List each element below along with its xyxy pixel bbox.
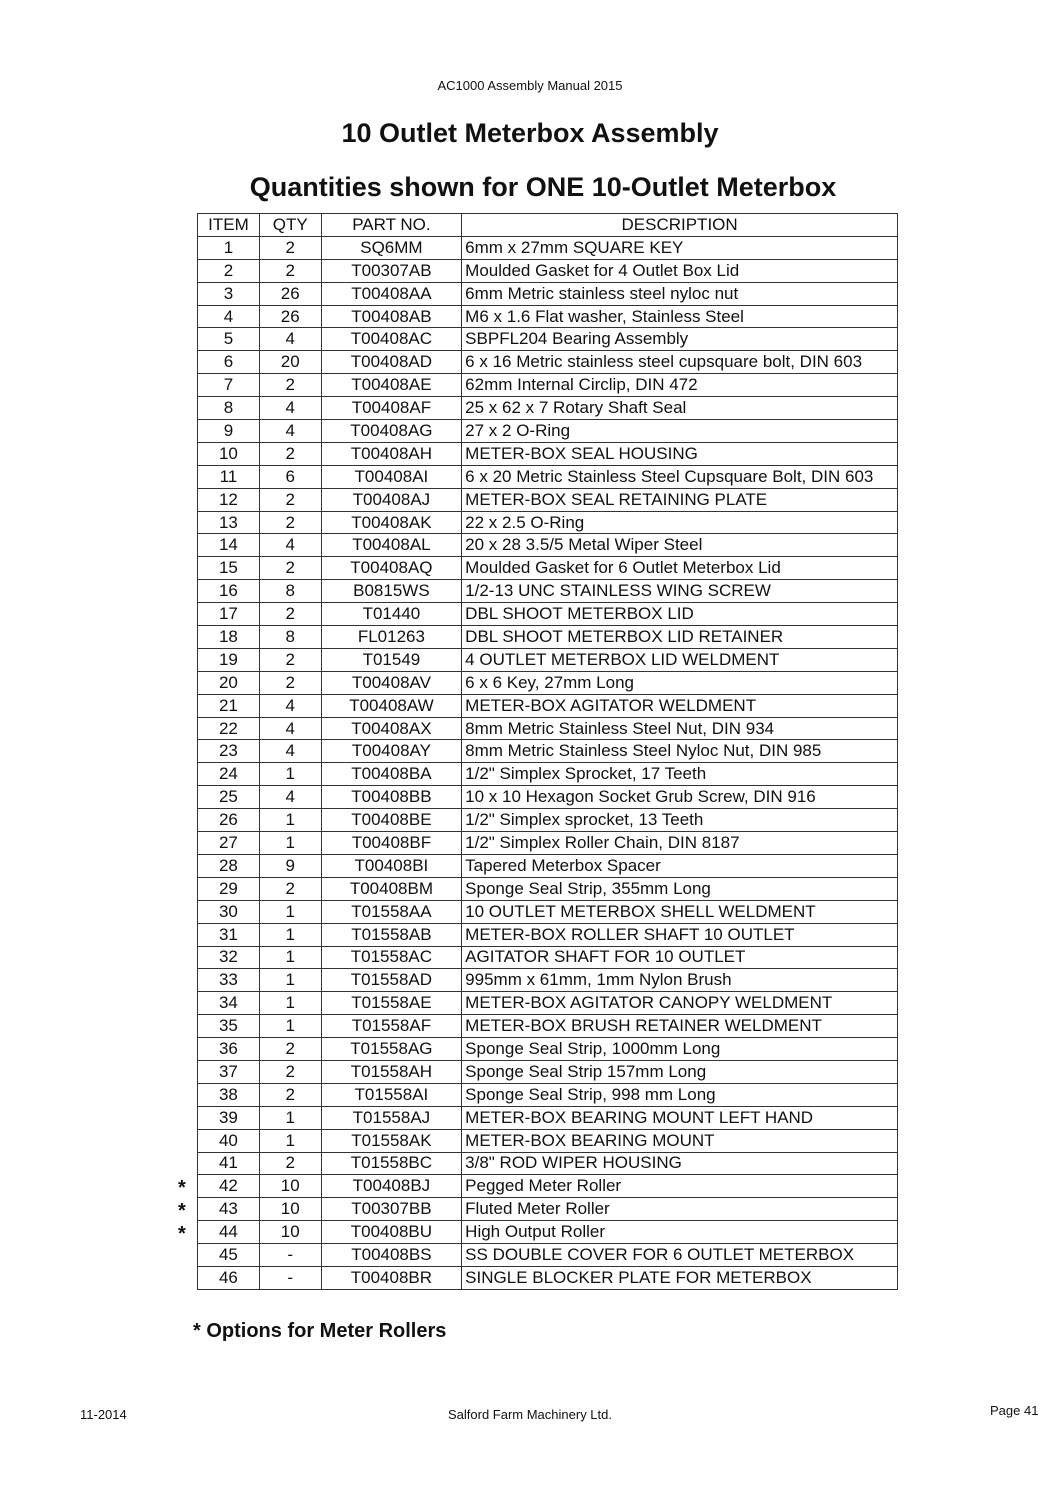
item-cell: 27 xyxy=(198,832,260,855)
qty-cell: 2 xyxy=(259,488,321,511)
description-cell: 6 x 20 Metric Stainless Steel Cupsquare Bolt, DIN 603 xyxy=(462,465,898,488)
item-cell: 6 xyxy=(198,351,260,374)
table-row xyxy=(198,1106,898,1129)
description-cell: 8mm Metric Stainless Steel Nyloc Nut, DIN 985 xyxy=(462,740,898,763)
part-number-cell: T01558AF xyxy=(321,1015,462,1038)
table-row xyxy=(198,626,898,649)
table-row xyxy=(198,511,898,534)
description-cell: 1/2-13 UNC STAINLESS WING SCREW xyxy=(462,580,898,603)
part-number-cell: T01558AH xyxy=(321,1060,462,1083)
qty-cell: 6 xyxy=(259,465,321,488)
part-number-cell: T00408AL xyxy=(321,534,462,557)
qty-cell: 2 xyxy=(259,1060,321,1083)
qty-cell: 1 xyxy=(259,832,321,855)
table-row xyxy=(198,740,898,763)
table-row xyxy=(198,488,898,511)
qty-cell: 2 xyxy=(259,1083,321,1106)
description-cell: 3/8" ROD WIPER HOUSING xyxy=(462,1152,898,1175)
table-row xyxy=(198,534,898,557)
part-number-cell: T01558AI xyxy=(321,1083,462,1106)
table-row xyxy=(198,305,898,328)
qty-cell: 4 xyxy=(259,328,321,351)
qty-cell: 2 xyxy=(259,259,321,282)
qty-cell: 2 xyxy=(259,648,321,671)
table-row xyxy=(198,1198,898,1221)
item-cell: 21 xyxy=(198,694,260,717)
table-row xyxy=(198,442,898,465)
part-number-cell: T00408AX xyxy=(321,717,462,740)
table-row xyxy=(198,763,898,786)
qty-cell: 1 xyxy=(259,992,321,1015)
item-cell: 46 xyxy=(198,1266,260,1289)
item-cell: 7 xyxy=(198,374,260,397)
option-asterisk: * xyxy=(178,1176,186,1199)
description-cell: Fluted Meter Roller xyxy=(462,1198,898,1221)
part-number-cell: T00408AI xyxy=(321,465,462,488)
table-row xyxy=(198,1015,898,1038)
description-cell: 995mm x 61mm, 1mm Nylon Brush xyxy=(462,969,898,992)
table-row xyxy=(198,900,898,923)
column-header-qty: QTY xyxy=(259,214,321,237)
manual-header: AC1000 Assembly Manual 2015 xyxy=(437,78,623,93)
item-cell: 15 xyxy=(198,557,260,580)
item-cell: 13 xyxy=(198,511,260,534)
part-number-cell: T01558BC xyxy=(321,1152,462,1175)
table-row xyxy=(198,420,898,443)
description-cell: 10 OUTLET METERBOX SHELL WELDMENT xyxy=(462,900,898,923)
table-row xyxy=(198,832,898,855)
part-number-cell: T00408AQ xyxy=(321,557,462,580)
part-number-cell: T00408BI xyxy=(321,854,462,877)
item-cell: 29 xyxy=(198,877,260,900)
table-row xyxy=(198,809,898,832)
item-cell: 9 xyxy=(198,420,260,443)
table-row xyxy=(198,1244,898,1267)
description-cell: Sponge Seal Strip, 1000mm Long xyxy=(462,1038,898,1061)
table-row xyxy=(198,328,898,351)
part-number-cell: T00408AJ xyxy=(321,488,462,511)
item-cell: 8 xyxy=(198,397,260,420)
qty-cell: 2 xyxy=(259,877,321,900)
item-cell: 17 xyxy=(198,603,260,626)
qty-cell: 4 xyxy=(259,420,321,443)
description-cell: METER-BOX SEAL HOUSING xyxy=(462,442,898,465)
part-number-cell: T01558AD xyxy=(321,969,462,992)
item-cell: 19 xyxy=(198,648,260,671)
description-cell: METER-BOX BEARING MOUNT LEFT HAND xyxy=(462,1106,898,1129)
part-number-cell: T00408AH xyxy=(321,442,462,465)
item-cell: 39 xyxy=(198,1106,260,1129)
table-row xyxy=(198,1038,898,1061)
description-cell: High Output Roller xyxy=(462,1221,898,1244)
item-cell: 32 xyxy=(198,946,260,969)
part-number-cell: T00408AF xyxy=(321,397,462,420)
qty-cell: 1 xyxy=(259,1015,321,1038)
part-number-cell: T00408AB xyxy=(321,305,462,328)
qty-cell: 8 xyxy=(259,580,321,603)
description-cell: 10 x 10 Hexagon Socket Grub Screw, DIN 916 xyxy=(462,786,898,809)
qty-cell: 10 xyxy=(259,1175,321,1198)
part-number-cell: T00408BA xyxy=(321,763,462,786)
qty-cell: 1 xyxy=(259,969,321,992)
description-cell: SS DOUBLE COVER FOR 6 OUTLET METERBOX xyxy=(462,1244,898,1267)
description-cell: 22 x 2.5 O-Ring xyxy=(462,511,898,534)
part-number-cell: T01558AB xyxy=(321,923,462,946)
table-row xyxy=(198,694,898,717)
part-number-cell: T00408BJ xyxy=(321,1175,462,1198)
table-row xyxy=(198,1152,898,1175)
description-cell: 8mm Metric Stainless Steel Nut, DIN 934 xyxy=(462,717,898,740)
description-cell: 6mm x 27mm SQUARE KEY xyxy=(462,236,898,259)
table-row xyxy=(198,374,898,397)
item-cell: 44 xyxy=(198,1221,260,1244)
description-cell: 1/2" Simplex Sprocket, 17 Teeth xyxy=(462,763,898,786)
column-header-item: ITEM xyxy=(198,214,260,237)
part-number-cell: T00408AV xyxy=(321,671,462,694)
description-cell: 6 x 16 Metric stainless steel cupsquare bolt, DIN 603 xyxy=(462,351,898,374)
qty-cell: 1 xyxy=(259,946,321,969)
table-row xyxy=(198,580,898,603)
table-row xyxy=(198,603,898,626)
table-row xyxy=(198,671,898,694)
part-number-cell: T01549 xyxy=(321,648,462,671)
qty-cell: 2 xyxy=(259,603,321,626)
part-number-cell: T00408AG xyxy=(321,420,462,443)
option-asterisk: * xyxy=(178,1222,186,1245)
table-row xyxy=(198,923,898,946)
table-row xyxy=(198,557,898,580)
page-subtitle: Quantities shown for ONE 10-Outlet Meterbox xyxy=(249,172,837,202)
table-row xyxy=(198,854,898,877)
qty-cell: 1 xyxy=(259,809,321,832)
qty-cell: - xyxy=(259,1266,321,1289)
qty-cell: 2 xyxy=(259,1038,321,1061)
part-number-cell: T00408BE xyxy=(321,809,462,832)
description-cell: METER-BOX ROLLER SHAFT 10 OUTLET xyxy=(462,923,898,946)
qty-cell: 4 xyxy=(259,534,321,557)
table-row xyxy=(198,786,898,809)
item-cell: 33 xyxy=(198,969,260,992)
table-row xyxy=(198,648,898,671)
item-cell: 16 xyxy=(198,580,260,603)
part-number-cell: T00408BB xyxy=(321,786,462,809)
qty-cell: 2 xyxy=(259,236,321,259)
part-number-cell: FL01263 xyxy=(321,626,462,649)
description-cell: 1/2" Simplex Roller Chain, DIN 8187 xyxy=(462,832,898,855)
item-cell: 34 xyxy=(198,992,260,1015)
table-row xyxy=(198,1175,898,1198)
description-cell: DBL SHOOT METERBOX LID xyxy=(462,603,898,626)
item-cell: 24 xyxy=(198,763,260,786)
item-cell: 40 xyxy=(198,1129,260,1152)
qty-cell: 8 xyxy=(259,626,321,649)
description-cell: SINGLE BLOCKER PLATE FOR METERBOX xyxy=(462,1266,898,1289)
qty-cell: 20 xyxy=(259,351,321,374)
part-number-cell: T00408AD xyxy=(321,351,462,374)
description-cell: M6 x 1.6 Flat washer, Stainless Steel xyxy=(462,305,898,328)
table-row xyxy=(198,946,898,969)
description-cell: METER-BOX AGITATOR WELDMENT xyxy=(462,694,898,717)
description-cell: METER-BOX BEARING MOUNT xyxy=(462,1129,898,1152)
part-number-cell: T00408AY xyxy=(321,740,462,763)
qty-cell: - xyxy=(259,1244,321,1267)
description-cell: Pegged Meter Roller xyxy=(462,1175,898,1198)
part-number-cell: T00408AC xyxy=(321,328,462,351)
item-cell: 12 xyxy=(198,488,260,511)
description-cell: 4 OUTLET METERBOX LID WELDMENT xyxy=(462,648,898,671)
qty-cell: 2 xyxy=(259,374,321,397)
description-cell: Sponge Seal Strip, 998 mm Long xyxy=(462,1083,898,1106)
part-number-cell: T01558AE xyxy=(321,992,462,1015)
item-cell: 4 xyxy=(198,305,260,328)
item-cell: 45 xyxy=(198,1244,260,1267)
part-number-cell: T00408BM xyxy=(321,877,462,900)
part-number-cell: T00408AE xyxy=(321,374,462,397)
part-number-cell: T01440 xyxy=(321,603,462,626)
item-cell: 38 xyxy=(198,1083,260,1106)
description-cell: Sponge Seal Strip 157mm Long xyxy=(462,1060,898,1083)
part-number-cell: T00408BU xyxy=(321,1221,462,1244)
qty-cell: 2 xyxy=(259,557,321,580)
qty-cell: 4 xyxy=(259,717,321,740)
qty-cell: 1 xyxy=(259,900,321,923)
qty-cell: 10 xyxy=(259,1221,321,1244)
column-header-description: DESCRIPTION xyxy=(462,214,898,237)
description-cell: 62mm Internal Circlip, DIN 472 xyxy=(462,374,898,397)
qty-cell: 4 xyxy=(259,397,321,420)
qty-cell: 4 xyxy=(259,694,321,717)
item-cell: 42 xyxy=(198,1175,260,1198)
table-row xyxy=(198,351,898,374)
qty-cell: 4 xyxy=(259,740,321,763)
footer-date: 11-2014 xyxy=(80,1407,127,1422)
qty-cell: 2 xyxy=(259,442,321,465)
parts-table-body xyxy=(198,236,898,1289)
description-cell: METER-BOX BRUSH RETAINER WELDMENT xyxy=(462,1015,898,1038)
item-cell: 1 xyxy=(198,236,260,259)
item-cell: 11 xyxy=(198,465,260,488)
qty-cell: 1 xyxy=(259,923,321,946)
item-cell: 26 xyxy=(198,809,260,832)
qty-cell: 4 xyxy=(259,786,321,809)
item-cell: 43 xyxy=(198,1198,260,1221)
qty-cell: 26 xyxy=(259,282,321,305)
item-cell: 36 xyxy=(198,1038,260,1061)
description-cell: 25 x 62 x 7 Rotary Shaft Seal xyxy=(462,397,898,420)
part-number-cell: T00408BR xyxy=(321,1266,462,1289)
qty-cell: 9 xyxy=(259,854,321,877)
table-row xyxy=(198,1083,898,1106)
parts-table xyxy=(197,213,898,1290)
qty-cell: 1 xyxy=(259,1106,321,1129)
table-row xyxy=(198,877,898,900)
qty-cell: 26 xyxy=(259,305,321,328)
item-cell: 35 xyxy=(198,1015,260,1038)
part-number-cell: T01558AJ xyxy=(321,1106,462,1129)
options-note: * Options for Meter Rollers xyxy=(193,1320,447,1342)
description-cell: Sponge Seal Strip, 355mm Long xyxy=(462,877,898,900)
qty-cell: 10 xyxy=(259,1198,321,1221)
item-cell: 10 xyxy=(198,442,260,465)
part-number-cell: T00408AK xyxy=(321,511,462,534)
item-cell: 37 xyxy=(198,1060,260,1083)
item-cell: 30 xyxy=(198,900,260,923)
description-cell: Tapered Meterbox Spacer xyxy=(462,854,898,877)
item-cell: 3 xyxy=(198,282,260,305)
part-number-cell: T00408BF xyxy=(321,832,462,855)
description-cell: DBL SHOOT METERBOX LID RETAINER xyxy=(462,626,898,649)
qty-cell: 1 xyxy=(259,1129,321,1152)
part-number-cell: T01558AC xyxy=(321,946,462,969)
table-row xyxy=(198,236,898,259)
description-cell: 27 x 2 O-Ring xyxy=(462,420,898,443)
table-row xyxy=(198,1060,898,1083)
part-number-cell: T00408BS xyxy=(321,1244,462,1267)
table-row xyxy=(198,465,898,488)
description-cell: SBPFL204 Bearing Assembly xyxy=(462,328,898,351)
qty-cell: 2 xyxy=(259,671,321,694)
description-cell: 1/2" Simplex sprocket, 13 Teeth xyxy=(462,809,898,832)
qty-cell: 1 xyxy=(259,763,321,786)
part-number-cell: T01558AK xyxy=(321,1129,462,1152)
table-row xyxy=(198,1266,898,1289)
item-cell: 14 xyxy=(198,534,260,557)
part-number-cell: T01558AG xyxy=(321,1038,462,1061)
description-cell: 20 x 28 3.5/5 Metal Wiper Steel xyxy=(462,534,898,557)
footer-company: Salford Farm Machinery Ltd. xyxy=(447,1407,612,1422)
table-row xyxy=(198,717,898,740)
qty-cell: 2 xyxy=(259,1152,321,1175)
footer-page-number: Page 41 xyxy=(990,1403,1039,1418)
item-cell: 5 xyxy=(198,328,260,351)
page-title: 10 Outlet Meterbox Assembly xyxy=(341,118,719,148)
part-number-cell: B0815WS xyxy=(321,580,462,603)
item-cell: 23 xyxy=(198,740,260,763)
part-number-cell: T01558AA xyxy=(321,900,462,923)
option-asterisk: * xyxy=(178,1199,186,1222)
table-row xyxy=(198,397,898,420)
part-number-cell: T00307AB xyxy=(321,259,462,282)
item-cell: 25 xyxy=(198,786,260,809)
table-row xyxy=(198,1129,898,1152)
item-cell: 2 xyxy=(198,259,260,282)
part-number-cell: T00307BB xyxy=(321,1198,462,1221)
table-row xyxy=(198,259,898,282)
description-cell: AGITATOR SHAFT FOR 10 OUTLET xyxy=(462,946,898,969)
item-cell: 20 xyxy=(198,671,260,694)
table-row xyxy=(198,992,898,1015)
description-cell: 6mm Metric stainless steel nyloc nut xyxy=(462,282,898,305)
item-cell: 31 xyxy=(198,923,260,946)
item-cell: 28 xyxy=(198,854,260,877)
description-cell: Moulded Gasket for 4 Outlet Box Lid xyxy=(462,259,898,282)
table-row xyxy=(198,1221,898,1244)
description-cell: Moulded Gasket for 6 Outlet Meterbox Lid xyxy=(462,557,898,580)
item-cell: 41 xyxy=(198,1152,260,1175)
item-cell: 18 xyxy=(198,626,260,649)
part-number-cell: SQ6MM xyxy=(321,236,462,259)
table-row xyxy=(198,969,898,992)
part-number-cell: T00408AA xyxy=(321,282,462,305)
table-row xyxy=(198,282,898,305)
part-number-cell: T00408AW xyxy=(321,694,462,717)
description-cell: METER-BOX SEAL RETAINING PLATE xyxy=(462,488,898,511)
item-cell: 22 xyxy=(198,717,260,740)
qty-cell: 2 xyxy=(259,511,321,534)
description-cell: METER-BOX AGITATOR CANOPY WELDMENT xyxy=(462,992,898,1015)
description-cell: 6 x 6 Key, 27mm Long xyxy=(462,671,898,694)
table-header-row xyxy=(198,214,898,237)
column-header-part-no: PART NO. xyxy=(321,214,462,237)
